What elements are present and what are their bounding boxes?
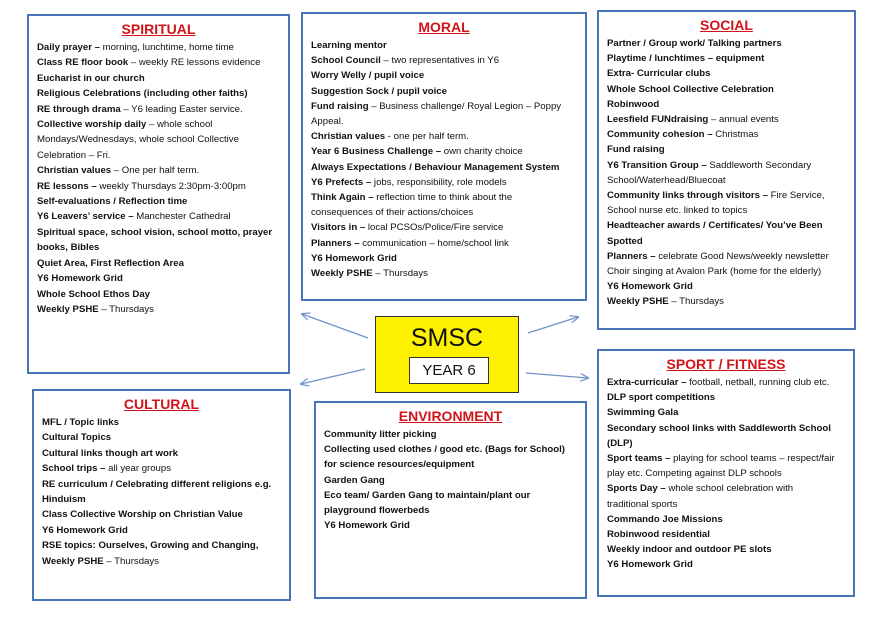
sport-item-bold: Extra-curricular – [607,377,687,388]
spiritual-list-item [37,256,280,271]
social-item-bold: Planners – [607,250,656,262]
moral-item-bold: Christian values [311,131,386,143]
social-item-text: – annual events [708,114,779,126]
sport-item-text: whole school celebration with [665,483,794,495]
cultural-item-bold: Weekly PSHE [42,555,104,567]
moral-item-bold: Planners – [311,237,360,249]
spiritual-list-item [37,117,280,132]
social-item-bold: Robinwood [607,98,660,110]
social-item-text: Christmas [712,129,759,141]
social-item-bold: Playtime / lunchtimes – equipment [607,53,765,65]
social-list-item [607,82,846,97]
spiritual-item-bold: Quiet Area, First Reflection Area [37,257,184,269]
cultural-item-bold: School trips – [42,463,106,475]
spiritual-list-item [37,86,280,101]
social-list-item [607,51,846,66]
cultural-item-bold: Y6 Homework Grid [42,524,128,536]
moral-list-item [311,190,577,205]
cultural-item-bold: RE curriculum / Celebrating different religions e.g. [42,478,272,490]
moral-item-bold: Year 6 Business Challenge – [311,146,442,158]
moral-item-bold: Learning mentor [311,40,387,51]
spiritual-item-text: Manchester Cathedral [133,211,231,223]
moral-list-item [311,114,577,129]
sport-list-item [607,405,845,420]
social-item-bold: Extra- Curricular clubs [607,68,711,80]
sport-list-item [607,481,845,496]
moral-list-item [311,99,577,114]
social-list-item [607,203,846,218]
social-list-item [607,158,846,173]
sport-list-item [607,466,845,481]
moral-list-item [311,236,577,251]
spiritual-list-item [37,194,280,209]
moral-item-text: – two representatives in Y6 [380,55,500,67]
social-list-item [607,234,846,249]
moral-item-text: consequences of their actions/choices [311,207,474,219]
cultural-item-bold: Class Collective Worship on Christian Value [42,509,243,521]
spiritual-item-bold: RE lessons – [37,180,97,192]
spiritual-list-item [37,271,280,286]
moral-list-item [311,144,577,159]
cultural-list-item [42,477,281,492]
environment-list-item [324,518,577,533]
social-item-text: Fire Service, [767,190,825,202]
social-list-item [607,218,846,233]
social-list-item [607,188,846,203]
environment-item-bold: for science resources/equipment [324,459,475,471]
cultural-list-item [42,523,281,538]
spiritual-list-item [37,179,280,194]
environment-list-item [324,503,577,518]
sport-list-item [607,421,845,436]
moral-item-bold: Weekly PSHE [311,268,373,280]
social-item-text: – Thursdays [668,296,724,308]
spiritual-item-bold: RE through drama [37,103,121,115]
social-item-text: celebrate Good News/weekly newsletter [655,250,829,262]
moral-item-text: – Business challenge/ Royal Legion – Poppy [368,100,562,112]
moral-list-item [311,160,577,175]
moral-item-bold: Visitors in – [311,222,366,234]
social-list-item [607,127,846,142]
moral-list-item [311,38,577,53]
moral-list-item [311,129,577,144]
social-item-bold: Weekly PSHE [607,296,669,308]
sport-item-bold: Commando Joe Missions [607,513,723,525]
spiritual-list-item [37,287,280,302]
sport-item-bold: (DLP) [607,437,633,449]
environment-item-bold: Eco team/ Garden Gang to maintain/plant our [324,489,531,501]
spiritual-heading: SPIRITUAL [121,21,196,37]
social-item-bold: Community cohesion – [607,129,713,141]
spiritual-list-item [37,209,280,224]
cultural-list [42,415,281,569]
cultural-list-item [42,461,281,476]
cultural-list-item [42,415,281,430]
sport-item-bold: Sports Day – [607,483,666,495]
cultural-item-bold: Hinduism [42,494,86,506]
environment-list-item [324,427,577,442]
cultural-item-bold: RSE topics: Ourselves, Growing and Changing, [42,540,259,552]
social-item-bold: Headteacher awards / Certificates/ You’ve Been [607,220,823,232]
social-list-item [607,279,846,294]
moral-heading: MORAL [418,19,470,35]
spiritual-item-bold: Class RE floor book [37,57,129,69]
sport-item-bold: Weekly indoor and outdoor PE slots [607,544,772,556]
environment-item-bold: playground flowerbeds [324,505,430,517]
sport-item-bold: Robinwood residential [607,529,710,541]
sport-list-item [607,542,845,557]
moral-list-item [311,84,577,99]
moral-list-item [311,266,577,281]
social-heading: SOCIAL [700,17,753,33]
spiritual-item-text: weekly Thursdays 2:30pm-3:00pm [96,180,246,192]
cultural-list-item [42,492,281,507]
cultural-heading: CULTURAL [123,396,200,412]
environment-item-bold: Collecting used clothes / good etc. (Bags for School) [324,444,565,456]
sport-item-bold: DLP sport competitions [607,392,716,404]
spiritual-item-bold: Whole School Ethos Day [37,288,151,300]
spiritual-box [27,14,290,374]
spiritual-item-bold: Eucharist in our church [37,72,145,84]
spiritual-item-text: – Thursdays [98,303,154,315]
spiritual-item-bold: Collective worship daily [37,119,147,131]
sport-list-item [607,497,845,512]
moral-item-bold: Always Expectations / Behaviour Management System [311,161,560,173]
moral-item-text: Appeal. [311,116,344,128]
spiritual-list-item [37,55,280,70]
social-list-item [607,66,846,81]
cultural-list-item [42,538,281,553]
cultural-box [32,389,291,601]
cultural-list-item [42,446,281,461]
cultural-item-bold: Cultural links though art work [42,447,178,459]
moral-list-item [311,251,577,266]
social-list-item [607,249,846,264]
cultural-list-item [42,554,281,569]
social-list-item [607,173,846,188]
moral-list-item [311,175,577,190]
moral-list-item [311,205,577,220]
spiritual-item-text: – whole school [146,119,213,131]
arrow-to-spiritual [302,314,368,338]
sport-list-item [607,390,845,405]
social-box [597,10,856,330]
spiritual-list-item [37,240,280,255]
cultural-list-item [42,507,281,522]
cultural-item-text: all year groups [105,463,172,475]
spiritual-item-text: morning, lunchtime, home time [102,42,234,53]
sport-item-bold: Y6 Homework Grid [607,559,693,571]
moral-list-item [311,220,577,235]
spiritual-list [37,40,280,317]
spiritual-item-bold: Spiritual space, school vision, school motto, prayer [37,226,273,238]
moral-item-bold: Fund raising [311,100,369,112]
moral-item-bold: Think Again – [311,192,374,204]
moral-list-item [311,68,577,83]
cultural-list-item [42,430,281,445]
moral-item-text: own charity choice [441,146,523,158]
moral-item-text: – Thursdays [372,268,428,280]
spiritual-item-text: – weekly RE lessons evidence [128,57,261,69]
moral-item-text: - one per half term. [385,131,469,143]
spiritual-item-bold: Y6 Homework Grid [37,273,123,285]
spiritual-item-text: Mondays/Wednesdays, whole school Collective [37,134,239,146]
moral-item-bold: Suggestion Sock / pupil voice [311,85,447,97]
environment-list-item [324,488,577,503]
moral-list [311,38,577,281]
moral-item-text: jobs, responsibility, role models [371,176,507,188]
sport-item-text: traditional sports [607,498,678,510]
moral-item-bold: Worry Welly / pupil voice [311,70,425,82]
social-item-bold: Y6 Transition Group – [607,159,707,171]
arrow-to-sport [526,373,588,378]
social-item-text: Saddleworth Secondary [706,159,812,171]
sport-item-bold: Secondary school links with Saddleworth School [607,422,831,434]
spiritual-list-item [37,102,280,117]
social-item-text: School/Waterhead/Bluecoat [607,174,726,186]
sport-fitness-list [607,375,845,573]
spiritual-item-bold: Religious Celebrations (including other faiths) [37,88,248,100]
environment-item-bold: Y6 Homework Grid [324,520,410,532]
sport-fitness-heading: SPORT / FITNESS [666,356,786,372]
sport-item-text: football, netball, running club etc. [686,377,830,388]
environment-list-item [324,473,577,488]
sport-item-text: play etc. Competing against DLP schools [607,468,782,480]
social-list-item [607,36,846,51]
spiritual-list-item [37,163,280,178]
moral-item-bold: School Council [311,55,381,67]
spiritual-item-bold: Y6 Leavers’ service – [37,211,134,223]
sport-item-text: playing for school teams – respect/fair [670,453,835,465]
moral-item-bold: Y6 Homework Grid [311,252,397,264]
sport-list-item [607,527,845,542]
spiritual-item-text: – Y6 leading Easter service. [120,103,243,115]
spiritual-item-text: – One per half term. [111,165,200,177]
social-list-item [607,294,846,309]
sport-item-bold: Sport teams – [607,453,671,465]
sport-list-item [607,512,845,527]
social-item-bold: Partner / Group work/ Talking partners [607,38,782,49]
smsc-title: SMSC [410,324,484,352]
social-item-bold: Fund raising [607,144,665,156]
cultural-item-bold: Cultural Topics [42,432,112,444]
social-item-text: Choir singing at Avalon Park (home for the elderly) [607,266,822,278]
social-item-text: School nurse etc. linked to topics [607,205,748,217]
cultural-item-bold: MFL / Topic links [42,417,119,428]
year-label: YEAR 6 [409,357,489,384]
spiritual-item-bold: Weekly PSHE [37,303,99,315]
environment-list-item [324,457,577,472]
sport-fitness-box [597,349,855,597]
spiritual-list-item [37,40,280,55]
spiritual-list-item [37,148,280,163]
social-list-item [607,142,846,157]
spiritual-item-text: Celebration – Fri. [37,149,111,161]
environment-list [324,427,577,533]
social-list-item [607,112,846,127]
sport-list-item [607,451,845,466]
environment-box [314,401,587,599]
moral-list-item [311,53,577,68]
moral-item-text: communication – home/school link [359,237,509,249]
spiritual-item-bold: Self-evaluations / Reflection time [37,196,188,208]
moral-box [301,12,587,301]
moral-item-text: reflection time to think about the [373,192,513,204]
social-item-bold: Leesfield FUNdraising [607,114,709,126]
environment-heading: ENVIRONMENT [398,408,503,424]
sport-list-item [607,436,845,451]
spiritual-item-bold: books, Bibles [37,242,100,254]
spiritual-list-item [37,225,280,240]
social-list-item [607,264,846,279]
spiritual-list-item [37,302,280,317]
social-list [607,36,846,310]
moral-item-text: local PCSOs/Police/Fire service [365,222,504,234]
social-list-item [607,97,846,112]
environment-item-bold: Garden Gang [324,474,385,486]
spiritual-item-bold: Daily prayer – [37,42,103,53]
social-item-bold: Spotted [607,235,643,247]
spiritual-item-bold: Christian values [37,165,112,177]
sport-item-bold: Swimming Gala [607,407,679,419]
arrow-to-cultural [301,369,365,384]
cultural-item-text: – Thursdays [103,555,159,567]
sport-list-item [607,557,845,572]
social-item-bold: Community links through visitors – [607,190,768,202]
arrow-to-social [528,317,578,333]
spiritual-list-item [37,71,280,86]
sport-list-item [607,375,845,390]
smsc-center-box [375,316,519,393]
social-item-bold: Whole School Collective Celebration [607,83,774,95]
social-item-bold: Y6 Homework Grid [607,281,693,293]
environment-list-item [324,442,577,457]
environment-item-bold: Community litter picking [324,429,437,440]
moral-item-bold: Y6 Prefects – [311,176,372,188]
spiritual-list-item [37,132,280,147]
